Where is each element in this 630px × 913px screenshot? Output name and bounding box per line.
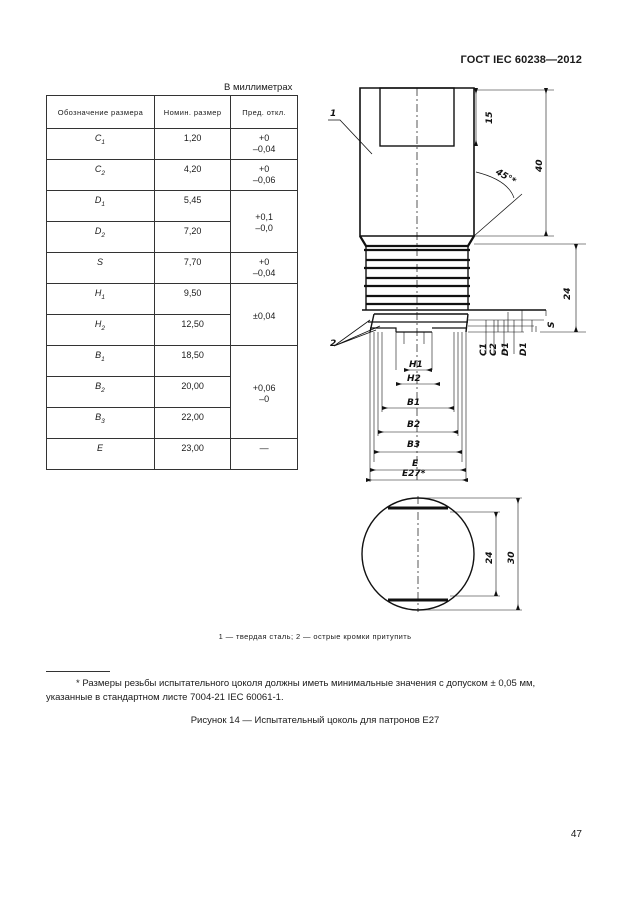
nominal-cell: 7,70	[154, 253, 230, 284]
tolerance-value: +0	[259, 164, 270, 174]
tolerance-value: +0,06	[252, 382, 276, 393]
designation-cell	[47, 160, 155, 191]
tolerance-value: –0	[259, 393, 270, 404]
table-row	[47, 191, 298, 222]
tolerance-cell	[231, 439, 298, 470]
tolerance-value: —	[259, 443, 269, 453]
tolerance-cell	[231, 160, 298, 191]
test-cap-drawing	[300, 70, 600, 620]
designation-cell	[47, 408, 155, 439]
callout-2-label: 2	[330, 339, 337, 349]
designation-subscript: 1	[101, 200, 106, 208]
designation-subscript: 2	[101, 169, 106, 177]
angle-45-label: 45°*	[493, 167, 518, 187]
nominal-cell: 12,50	[154, 315, 230, 346]
dim-40-label: 40	[535, 159, 545, 172]
designation-symbol: B	[95, 412, 102, 422]
designation-subscript: 2	[101, 386, 105, 394]
dimensions-table-body	[47, 129, 298, 470]
table-row	[47, 346, 298, 377]
table-row	[47, 253, 298, 284]
designation-symbol: E	[96, 443, 103, 453]
dim-E27-label: E27*	[402, 469, 426, 479]
tolerance-value: –0,04	[252, 144, 276, 154]
dimensions-table	[46, 95, 298, 470]
tolerance-cell	[231, 284, 298, 346]
nominal-cell: 22,00	[154, 408, 230, 439]
table-row	[47, 439, 298, 470]
designation-symbol: B	[95, 350, 102, 360]
designation-subscript: 1	[101, 293, 106, 301]
designation-symbol: D	[94, 226, 102, 236]
designation-cell	[47, 346, 155, 377]
dim-15-label: 15	[485, 111, 495, 124]
nominal-cell: 18,50	[154, 346, 230, 377]
designation-cell	[47, 253, 155, 284]
page-number: 47	[570, 829, 582, 840]
designation-cell	[47, 377, 155, 408]
nominal-cell: 1,20	[154, 129, 230, 160]
tolerance-cell	[231, 129, 298, 160]
figure-legend: 1 — твердая сталь; 2 — острые кромки притупить	[218, 632, 412, 641]
figure-caption: Рисунок 14 — Испытательный цоколь для патронов E27	[190, 715, 440, 726]
dim-B2-label: B2	[407, 420, 421, 430]
callout-1-label: 1	[330, 109, 337, 119]
tolerance-value: –0,04	[252, 268, 276, 278]
designation-cell	[47, 222, 155, 253]
dim-24-view-label: 24	[485, 551, 495, 564]
col-tolerance-header: Пред. откл.	[231, 96, 298, 129]
designation-subscript: 1	[101, 355, 105, 363]
designation-symbol: H	[94, 288, 102, 298]
tolerance-value: +0	[259, 257, 270, 267]
dim-H2-label: H2	[407, 374, 421, 384]
nominal-cell: 9,50	[154, 284, 230, 315]
designation-symbol: B	[95, 381, 102, 391]
dim-B1-label: B1	[407, 398, 421, 408]
designation-cell	[47, 439, 155, 470]
col-designation-header: Обозначение размера	[47, 96, 155, 129]
designation-subscript: 2	[101, 324, 106, 332]
designation-symbol: C	[94, 133, 102, 143]
table-row	[47, 160, 298, 191]
nominal-cell: 4,20	[154, 160, 230, 191]
designation-cell	[47, 315, 155, 346]
nominal-cell: 23,00	[154, 439, 230, 470]
nominal-cell: 7,20	[154, 222, 230, 253]
designation-subscript: 2	[101, 231, 106, 239]
dim-30-view-label: 30	[507, 551, 517, 564]
nominal-cell: 20,00	[154, 377, 230, 408]
table-row	[47, 284, 298, 315]
table-row	[47, 129, 298, 160]
callout-2-leader	[334, 320, 380, 346]
tolerance-value: ±0,04	[252, 310, 276, 321]
dim-H1-label: H1	[409, 360, 423, 370]
designation-symbol: D	[94, 195, 102, 205]
dim-C1-label: C1	[479, 343, 489, 356]
tolerance-value: –0,06	[252, 175, 276, 185]
tolerance-value: –0,0	[255, 223, 273, 233]
callout-1-leader	[328, 120, 372, 154]
tolerance-cell	[231, 253, 298, 284]
tolerance-cell	[231, 191, 298, 253]
designation-cell	[47, 284, 155, 315]
dim-D1-label: D1	[501, 342, 511, 356]
footnote-text: * Размеры резьбы испытательного цоколя должны иметь минимальные значения с допуском ± 0,05 мм, указанные в стандартном листе 7004-21 IEC 60061-1.	[46, 678, 536, 703]
dim-C2-label: C2	[489, 343, 499, 356]
footnote-rule	[46, 671, 110, 672]
col-nominal-header: Номин. размер	[154, 96, 230, 129]
shoulder-outline	[362, 310, 546, 332]
tolerance-cell	[231, 346, 298, 439]
dim-24-side-label: 24	[563, 287, 573, 300]
tolerance-value: +0	[259, 133, 270, 143]
units-note: В миллиметрах	[224, 82, 293, 93]
designation-symbol: S	[96, 257, 103, 267]
dim-S-label: S	[547, 321, 557, 328]
dim-D2-label: D1	[519, 342, 529, 356]
designation-cell	[47, 129, 155, 160]
designation-symbol: H	[94, 319, 102, 329]
standard-header: ГОСТ IEC 60238—2012	[460, 54, 582, 66]
tolerance-value: +0,1	[255, 212, 274, 222]
designation-cell	[47, 191, 155, 222]
dim-E-label: E	[412, 459, 419, 469]
designation-subscript: 3	[101, 417, 105, 425]
dim-B3-label: B3	[407, 440, 421, 450]
designation-subscript: 1	[101, 138, 106, 146]
designation-symbol: C	[94, 164, 102, 174]
nominal-cell: 5,45	[154, 191, 230, 222]
